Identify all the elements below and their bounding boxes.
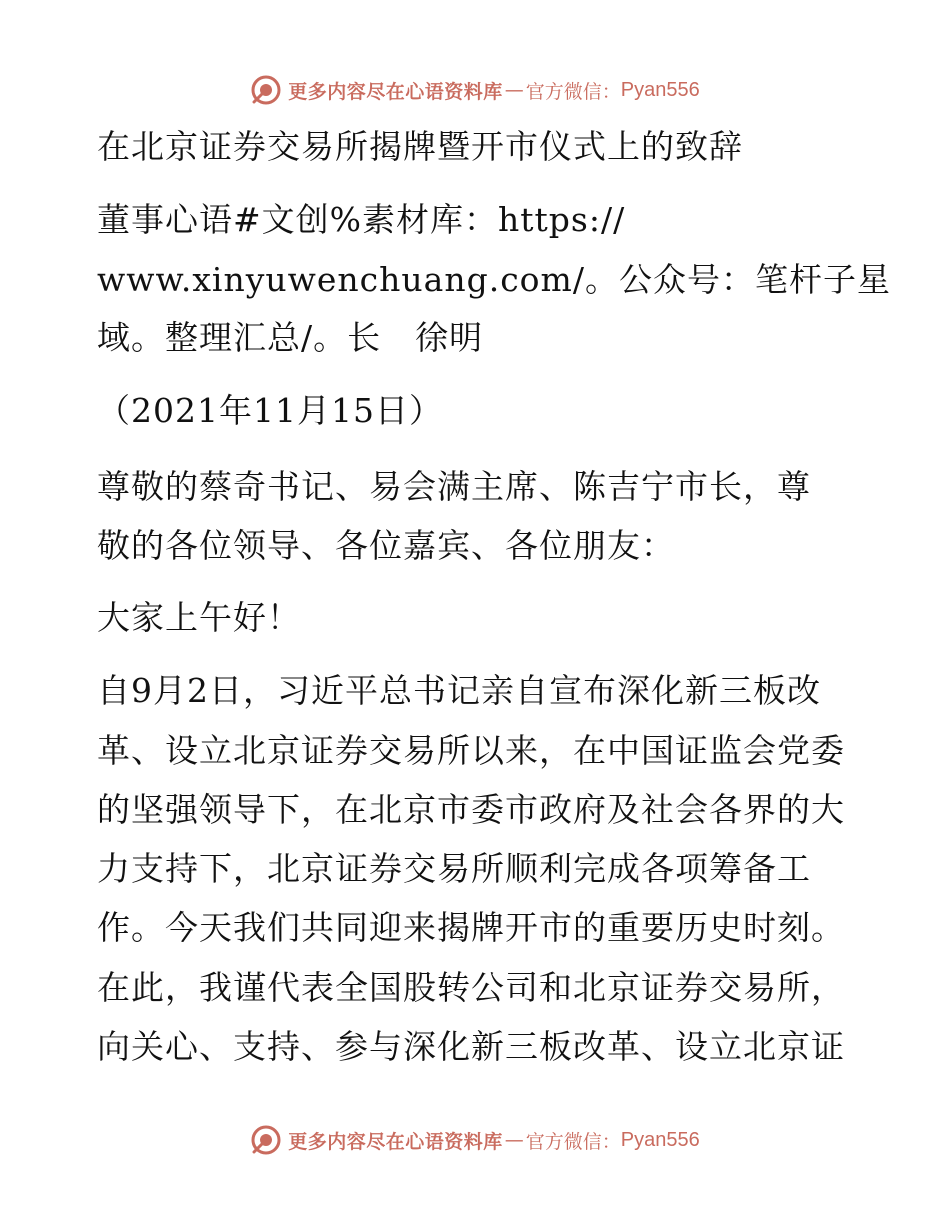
source-line: 董事心语#文创%素材库：https:// (97, 200, 626, 239)
header-banner (0, 70, 950, 110)
body-line: 作。今天我们共同迎来揭牌开市的重要历史时刻。 (97, 908, 845, 947)
pen-logo-icon (250, 74, 282, 106)
salutation-line: 敬的各位领导、各位嘉宾、各位朋友： (97, 526, 675, 565)
body-line: 向关心、支持、参与深化新三板改革、设立北京证 (97, 1027, 845, 1066)
greeting: 大家上午好！ (97, 598, 301, 637)
body-line: 的坚强领导下，在北京市委市政府及社会各界的大 (97, 790, 845, 829)
document-title: 在北京证券交易所揭牌暨开市仪式上的致辞 (97, 127, 743, 166)
body-line: 自9月2日，习近平总书记亲自宣布深化新三板改 (97, 671, 821, 710)
source-line: 域。整理汇总/。长 徐明 (97, 318, 484, 357)
banner-main-text: 更多内容尽在心语资料库 (288, 1130, 503, 1153)
banner-wechat-id: Pyan556 (620, 78, 700, 101)
body-line: 力支持下，北京证券交易所顺利完成各项筹备工 (97, 849, 811, 888)
speech-date: （2021年11月15日） (97, 391, 443, 430)
footer-banner (0, 1120, 950, 1160)
salutation-line: 尊敬的蔡奇书记、易会满主席、陈吉宁市长，尊 (97, 467, 811, 506)
source-line: www.xinyuwenchuang.com/。公众号：笔杆子星 (97, 260, 891, 299)
banner-wechat-label: 官方微信： (525, 80, 621, 103)
body-line: 革、设立北京证券交易所以来，在中国证监会党委 (97, 731, 845, 770)
banner-wechat-label: 官方微信： (525, 1130, 621, 1153)
banner-dash: — (504, 1129, 524, 1151)
pen-logo-icon (250, 1124, 282, 1156)
body-line: 在此，我谨代表全国股转公司和北京证券交易所， (97, 968, 845, 1007)
banner-main-text: 更多内容尽在心语资料库 (288, 80, 503, 103)
banner-dash: — (504, 79, 524, 101)
banner-wechat-id: Pyan556 (620, 1128, 700, 1151)
